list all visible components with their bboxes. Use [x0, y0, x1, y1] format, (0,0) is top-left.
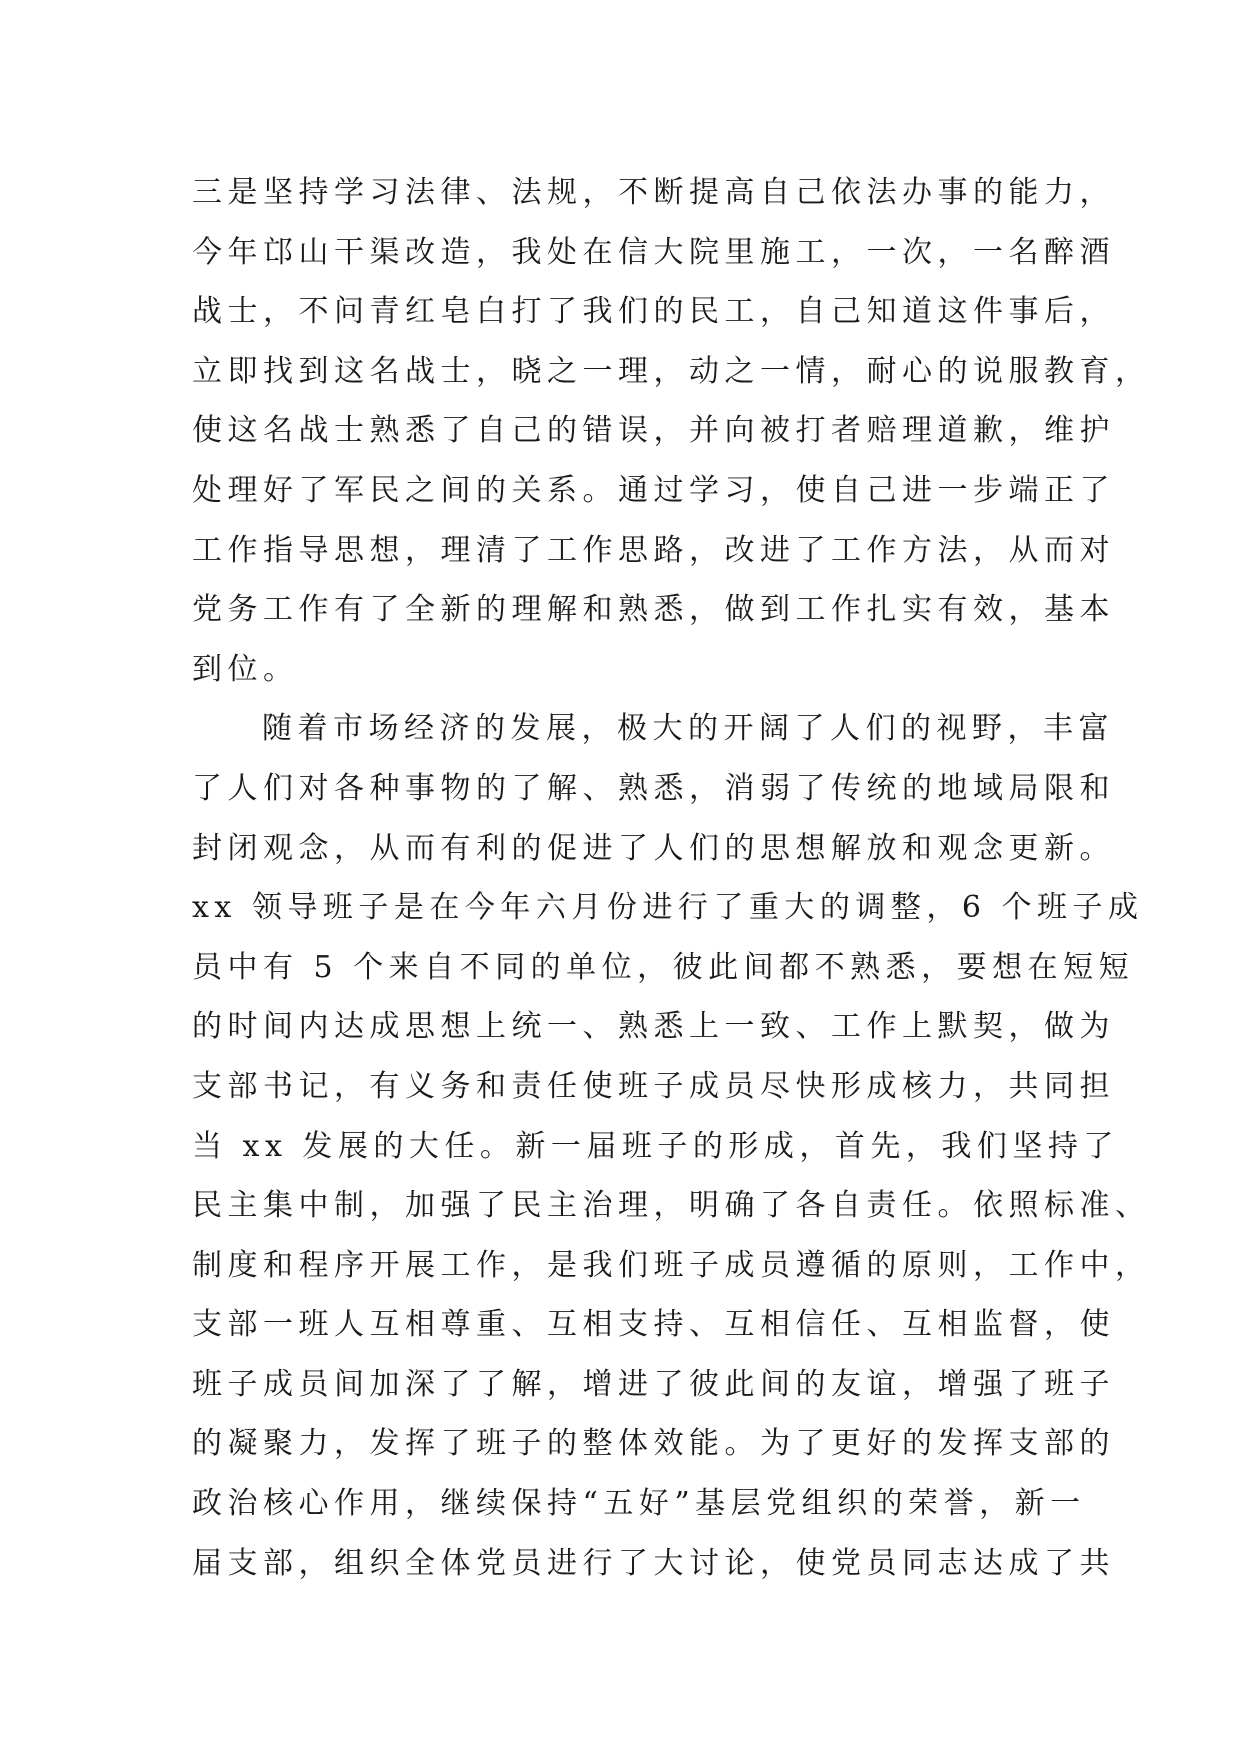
text-line: 了人们对各种事物的了解、熟悉，消弱了传统的地域局限和	[192, 770, 1115, 806]
text-line: xx 领导班子是在今年六月份进行了重大的调整，6 个班子成	[192, 890, 1144, 926]
text-line: 支部一班人互相尊重、互相支持、互相信任、互相监督，使	[192, 1307, 1115, 1343]
text-line: 立即找到这名战士，晓之一理，动之一情，耐心的说服教育，	[192, 353, 1151, 389]
text-line: 党务工作有了全新的理解和熟悉，做到工作扎实有效，基本	[192, 592, 1115, 628]
document-body	[192, 163, 1151, 1593]
text-line: 使这名战士熟悉了自己的错误，并向被打者赔理道歉，维护	[192, 413, 1115, 449]
text-line: 随着市场经济的发展，极大的开阔了人们的视野，丰富	[262, 711, 1114, 747]
text-line: 班子成员间加深了了解，增进了彼此间的友谊，增强了班子	[192, 1366, 1115, 1402]
text-line: 员中有 5 个来自不同的单位，彼此间都不熟悉，要想在短短	[192, 949, 1135, 985]
text-line: 届支部，组织全体党员进行了大讨论，使党员同志达成了共	[192, 1545, 1115, 1581]
paragraph-1	[192, 163, 1151, 699]
text-line: 三是坚持学习法律、法规，不断提高自己依法办事的能力，	[192, 175, 1115, 210]
text-line: 政治核心作用，继续保持“五好”基层党组织的荣誉，新一	[192, 1486, 1086, 1522]
text-line: 的凝聚力，发挥了班子的整体效能。为了更好的发挥支部的	[192, 1426, 1115, 1462]
text-line: 民主集中制，加强了民主治理，明确了各自责任。依照标准、	[192, 1188, 1151, 1224]
paragraph-2	[192, 699, 1151, 1593]
text-line: 到位。	[192, 651, 299, 687]
text-line: 处理好了军民之间的关系。通过学习，使自己进一步端正了	[192, 472, 1115, 508]
text-line: 封闭观念，从而有利的促进了人们的思想解放和观念更新。	[192, 830, 1115, 866]
text-line: 制度和程序开展工作，是我们班子成员遵循的原则，工作中，	[192, 1247, 1151, 1283]
text-line: 的时间内达成思想上统一、熟悉上一致、工作上默契，做为	[192, 1009, 1115, 1045]
text-line: 工作指导思想，理清了工作思路，改进了工作方法，从而对	[192, 532, 1115, 568]
text-line: 今年邙山干渠改造，我处在信大院里施工，一次，一名醉酒	[192, 234, 1115, 270]
text-line: 战士，不问青红皂白打了我们的民工，自己知道这件事后，	[192, 294, 1115, 330]
text-line: 当 xx 发展的大任。新一届班子的形成，首先，我们坚持了	[192, 1128, 1119, 1164]
text-line: 支部书记，有义务和责任使班子成员尽快形成核力，共同担	[192, 1068, 1115, 1104]
